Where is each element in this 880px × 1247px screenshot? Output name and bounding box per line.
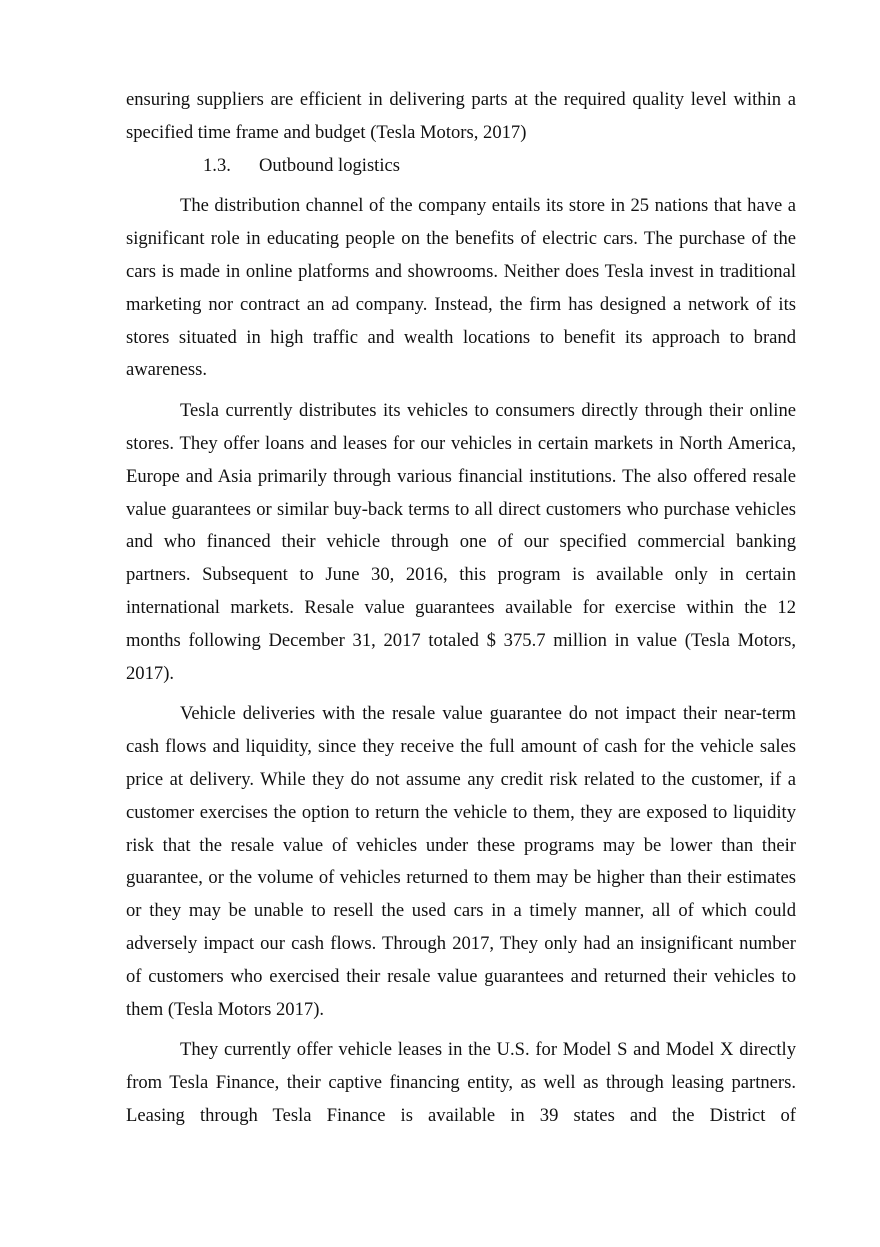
section-heading <box>126 150 796 183</box>
continuation-paragraph: ensuring suppliers are efficient in delivering parts at the required quality level within a specified time frame and budget (Tesla Motors, 2017) <box>126 89 796 143</box>
section-title: Outbound logistics <box>259 154 401 176</box>
paragraph-vehicle-leases: They currently offer vehicle leases in the U.S. for Model S and Model X directly from Tesla Finance, their captive financing entity, as well as through leasing partners. Leasing through Tesla Finance is available in 39 states and the District of <box>126 1039 796 1126</box>
paragraph-distribution-channel: The distribution channel of the company entails its store in 25 nations that have a significant role in educating people on the benefits of electric cars. The purchase of the cars is made in online platforms and showrooms. Neither does Tesla invest in traditional marketing nor contract an ad company. Instead, the firm has designed a network of its stores situated in high traffic and wealth locations to benefit its approach to brand awareness. <box>126 195 796 381</box>
paragraph-direct-distribution: Tesla currently distributes its vehicles to consumers directly through their online stores. They offer loans and leases for our vehicles in certain markets in North America, Europe and Asia primarily through various financial institutions. The also offered resale value guarantees or similar buy-back terms to all direct customers who purchase vehicles and who financed their vehicle through one of our specified commercial banking partners. Subsequent to June 30, 2016, this program is available only in certain international markets. Resale value guarantees available for exercise within the 12 months following December 31, 2017 totaled $ 375.7 million in value (Tesla Motors, 2017). <box>126 400 796 684</box>
document-page <box>126 84 796 1133</box>
section-number: 1.3. <box>203 154 231 176</box>
paragraph-resale-guarantee: Vehicle deliveries with the resale value guarantee do not impact their near-term cash flows and liquidity, since they receive the full amount of cash for the vehicle sales price at delivery. While they do not assume any credit risk related to the customer, if a customer exercises the option to return the vehicle to them, they are exposed to liquidity risk that the resale value of vehicles under these programs may be lower than their guarantee, or the volume of vehicles returned to them may be higher than their estimates or they may be unable to resell the used cars in a timely manner, all of which could adversely impact our cash flows. Through 2017, They only had an insignificant number of customers who exercised their resale value guarantees and returned their vehicles to them (Tesla Motors 2017). <box>126 703 796 1020</box>
